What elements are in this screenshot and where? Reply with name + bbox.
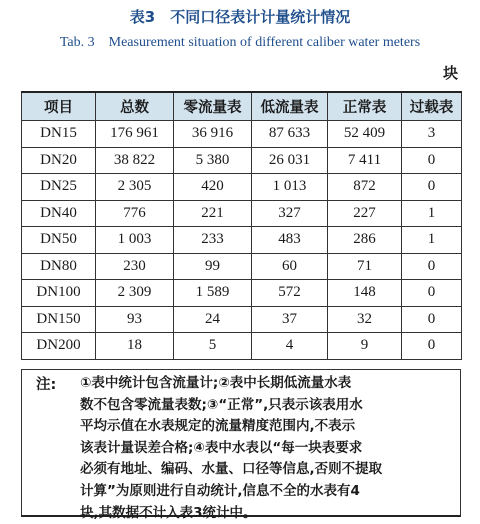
table-cell: 32 [328,306,402,333]
table-cell: 18 [96,333,174,360]
column-header: 过载表 [402,92,462,121]
table-cell: 2 305 [96,174,174,201]
table-cell: 148 [328,280,402,307]
table-cell: 2 309 [96,280,174,307]
note-line: 数不包含零流量表数;③“正常”,只表示该表用水 [80,396,363,413]
row-caliber-cell: DN80 [22,253,96,280]
table-cell: 572 [252,280,328,307]
table-cell: 0 [402,280,462,307]
table-cell: 71 [328,253,402,280]
column-header: 正常表 [328,92,402,121]
table-cell: 230 [96,253,174,280]
table-cell: 420 [174,174,252,201]
note-text [80,373,452,524]
table-cell: 37 [252,306,328,333]
table-cell: 9 [328,333,402,360]
column-header: 零流量表 [174,92,252,121]
table-cell: 26 031 [252,147,328,174]
table-row [22,147,462,174]
table-cell: 60 [252,253,328,280]
table-cell: 93 [96,306,174,333]
table-row [22,121,462,148]
table-row [22,227,462,254]
table-cell: 52 409 [328,121,402,148]
row-caliber-cell: DN50 [22,227,96,254]
row-caliber-cell: DN20 [22,147,96,174]
row-caliber-cell: DN25 [22,174,96,201]
table-cell: 3 [402,121,462,148]
table-cell: 176 961 [96,121,174,148]
table-cell: 1 [402,227,462,254]
data-table-container [21,91,461,360]
table-cell: 1 [402,200,462,227]
table-title-english: Tab. 3 Measurement situation of different caliber water meters [59,35,421,50]
unit-label: 块 [442,64,458,82]
note-line: 块,其数据不计入表3统计中。 [80,504,257,521]
table-cell: 0 [402,174,462,201]
note-line: 计算”为原则进行自动统计,信息不全的水表有4 [80,482,360,499]
note-line: 平均示值在水表规定的流量精度范围内,不表示 [80,418,356,435]
table-cell: 227 [328,200,402,227]
table-cell: 221 [174,200,252,227]
table-cell: 24 [174,306,252,333]
table-title-chinese: 表3 不同口径表计计量统计情况 [129,8,351,26]
table-row [22,174,462,201]
table-cell: 0 [402,306,462,333]
table-row [22,306,462,333]
table-cell: 7 411 [328,147,402,174]
table-header-row [22,92,462,121]
table-cell: 0 [402,253,462,280]
table-cell: 483 [252,227,328,254]
table-cell: 38 822 [96,147,174,174]
table-cell: 776 [96,200,174,227]
table-cell: 327 [252,200,328,227]
table-cell: 1 003 [96,227,174,254]
note-line: 必须有地址、编码、水量、口径等信息,否则不提取 [80,461,383,478]
column-header: 项目 [22,92,96,121]
note-line: ①表中统计包含流量计;②表中长期低流量水表 [80,375,352,391]
column-header: 总数 [96,92,174,121]
row-caliber-cell: DN15 [22,121,96,148]
table-cell: 1 013 [252,174,328,201]
table-cell: 0 [402,147,462,174]
table-cell: 0 [402,333,462,360]
table-row [22,253,462,280]
table-cell: 286 [328,227,402,254]
table-cell: 872 [328,174,402,201]
column-header: 低流量表 [252,92,328,121]
table-cell: 99 [174,253,252,280]
row-caliber-cell: DN200 [22,333,96,360]
table-body [22,121,462,360]
note-label: 注: [36,377,57,393]
table-cell: 1 589 [174,280,252,307]
row-caliber-cell: DN40 [22,200,96,227]
note-line: 该表计量误差合格;④表中水表以“每一块表要求 [80,439,363,456]
table-cell: 5 [174,333,252,360]
table-cell: 36 916 [174,121,252,148]
table-row [22,333,462,360]
table-cell: 5 380 [174,147,252,174]
table-row [22,200,462,227]
table-row [22,280,462,307]
table-cell: 87 633 [252,121,328,148]
row-caliber-cell: DN100 [22,280,96,307]
table-cell: 233 [174,227,252,254]
table-cell: 4 [252,333,328,360]
row-caliber-cell: DN150 [22,306,96,333]
meter-statistics-table [21,91,462,360]
table-note [21,369,461,521]
